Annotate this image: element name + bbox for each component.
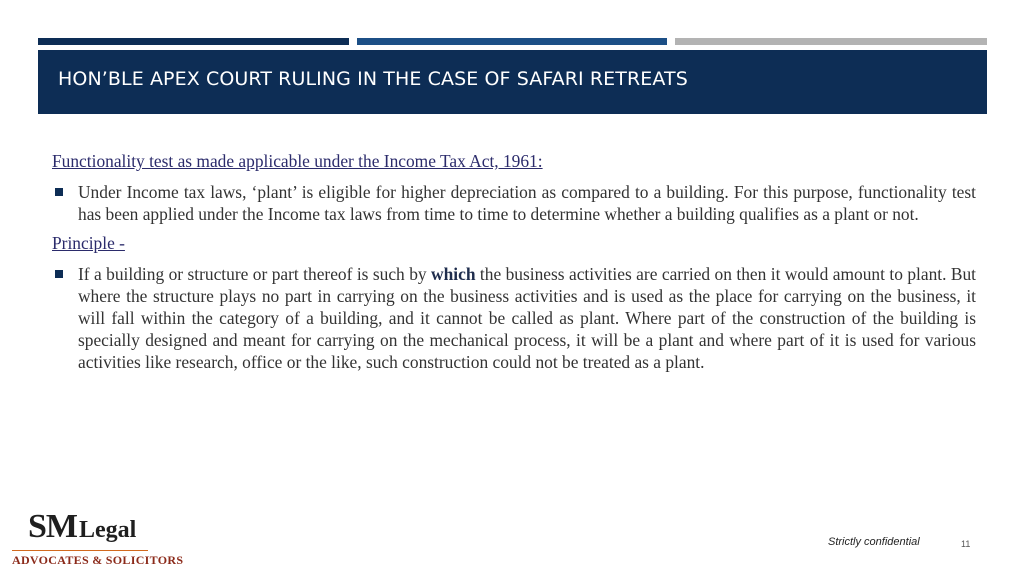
square-bullet-icon: [55, 188, 63, 196]
principle-text-start: If a building or structure or part thereof is such by: [78, 264, 432, 284]
title-band: [38, 50, 987, 114]
slide-title: HON’BLE APEX COURT RULING IN THE CASE OF SAFARI RETREATS: [58, 68, 688, 90]
bullet-item: [52, 181, 976, 225]
section-heading-functionality: Functionality test as made applicable under the Income Tax Act, 1961:: [52, 151, 543, 171]
logo-legal-text: Legal: [79, 517, 137, 543]
slide-content: [52, 150, 976, 380]
section-heading-principle: Principle -: [52, 233, 125, 253]
principle-text-end: the business activities are carried on then it would amount to plant. But where the structure plays no part in carrying on the business activities and is used as the place for carrying on the business, it will fall within the category of a building, and it cannot be called as plant. Where part of the construction of the building is specially designed and meant for carrying on the mechanical process, it will be a plant and where part of it is used for various activities like research, office or the like, such construction could not be treated as a plant.: [78, 264, 977, 372]
logo-subtitle: ADVOCATES & SOLICITORS: [12, 553, 184, 567]
principle-text-bold: which: [431, 264, 476, 284]
header-accent-bar-grey: [675, 38, 987, 45]
logo-sm-text: SM: [28, 508, 77, 545]
square-bullet-icon: [55, 270, 63, 278]
header-accent-bar-navy: [38, 38, 349, 45]
company-logo: [12, 508, 184, 570]
logo-divider: [12, 550, 148, 551]
bullet-text-depreciation: Under Income tax laws, ‘plant’ is eligible for higher depreciation as compared to a building. For this purpose, functionality test has been applied under the Income tax laws from time to time to determine whether a building qualifies as a plant or not.: [78, 182, 976, 224]
page-number: 11: [961, 539, 971, 549]
header-accent-bar-blue: [357, 38, 667, 45]
logo-wordmark: [28, 508, 136, 546]
bullet-item: [52, 263, 976, 373]
confidential-label: Strictly confidential: [828, 536, 920, 548]
bullet-text-principle: [78, 263, 976, 373]
